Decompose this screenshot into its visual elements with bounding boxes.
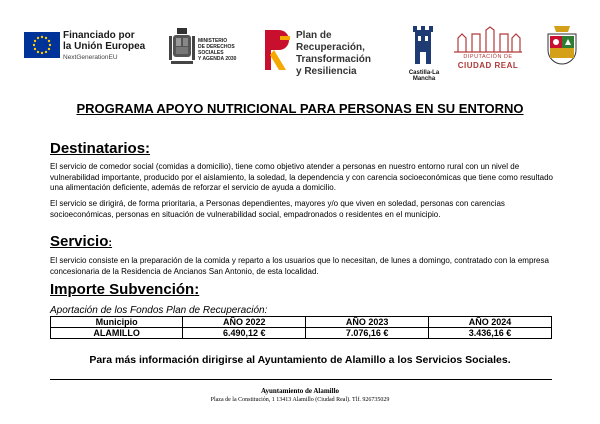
footer-name: Ayuntamiento de Alamillo (260, 387, 340, 395)
table-cell: 3.436,16 € (429, 328, 552, 339)
table-header-cell: Municipio (51, 317, 183, 328)
importe-heading-text: Importe Subvención (50, 281, 195, 298)
eu-line2: la Unión Europea (63, 41, 146, 52)
ministerio-line1: MINISTERIO (198, 38, 228, 44)
table-cell: 7.076,16 € (306, 328, 429, 339)
ministerio-text (198, 38, 254, 62)
diputacion-line2: CIUDAD REAL (457, 61, 519, 70)
aportacion-label: Aportación de los Fondos Plan de Recuperación: (50, 305, 268, 316)
eu-line1: Financiado por (63, 30, 135, 41)
eu-funding-logo (63, 30, 163, 61)
eu-line3: NextGenerationEU (63, 54, 118, 61)
more-info-text: Para más información dirigirse al Ayuntamiento de Alamillo a los Servicios Sociales. (89, 354, 511, 366)
alamillo-coat-of-arms (544, 24, 580, 70)
eu-flag-icon (24, 32, 60, 58)
destinatarios-paragraph-2: El servicio se dirigirá, de forma prioritaria, a Personas dependientes, mayores y/o que viven en soledad, personas con carencias socioeconómicas, personas en situación de vulnerabilidad social, empadronados o residentes en el municipio. (50, 199, 505, 219)
table-cell: ALAMILLO (51, 328, 183, 339)
destinatarios-colon: : (145, 140, 151, 157)
ministerio-line2: DE DERECHOS SOCIALES (198, 44, 235, 56)
page-title: PROGRAMA APOYO NUTRICIONAL PARA PERSONAS EN SU ENTORNO (76, 101, 524, 116)
servicio-heading (50, 233, 112, 250)
castilla-la-mancha-logo-icon (398, 24, 448, 68)
prtr-line2: Transformación (296, 54, 372, 65)
header-logos (0, 22, 600, 82)
table-row (51, 328, 552, 339)
prtr-line1: Plan de Recuperación, (296, 30, 365, 53)
servicio-paragraph: El servicio consiste en la preparación de la comida y reparto a los usuarios que lo necesitan, de lunes a domingo, contratado con la empresa concesionaria de la Residencia de Ancianos San Antonio, de esta localidad. (50, 256, 549, 276)
destinatarios-heading (50, 140, 150, 157)
prtr-logo (262, 26, 392, 77)
table-header-cell: AÑO 2024 (429, 317, 552, 328)
footer-divider (50, 379, 552, 380)
table-cell: 6.490,12 € (183, 328, 306, 339)
clm-logo (398, 24, 448, 80)
destinatarios-paragraph-1: El servicio de comedor social (comidas a domicilio), tiene como objetivo atender a personas en nuestro entorno rural con un nivel de vulnerabilidad importante, producido por el aislamiento, la soledad, la dependencia y con carencia socioeconómicas que tiene como resultado una alimentación deficiente, además de reforzar el servicio de ayuda a domicilio. (50, 162, 553, 192)
servicio-colon: : (108, 237, 113, 249)
table-header-cell: AÑO 2022 (183, 317, 306, 328)
ministerio-line3: Y AGENDA 2030 (198, 56, 237, 62)
diputacion-logo-icon (450, 26, 526, 54)
diputacion-line1: DIPUTACIÓN DE (463, 54, 513, 60)
spain-coat-of-arms-icon (168, 26, 196, 72)
ministerio-logo (168, 26, 254, 72)
prtr-logo-icon (262, 26, 292, 74)
table-header-row (51, 317, 552, 328)
prtr-text (296, 30, 392, 78)
diputacion-logo (450, 26, 526, 76)
destinatarios-heading-text: Destinatarios (50, 140, 146, 157)
importe-heading (50, 281, 199, 298)
importe-colon: : (194, 281, 200, 298)
table-header-cell: AÑO 2023 (306, 317, 429, 328)
footer-address: Plaza de la Constitución, 1 13413 Alamillo (Ciudad Real). Tlf. 926735029 (210, 397, 390, 403)
clm-label: Castilla-La Mancha (408, 70, 440, 82)
alamillo-coat-of-arms-icon (544, 24, 580, 70)
servicio-heading-text: Servicio (50, 233, 109, 250)
prtr-line3: y Resiliencia (296, 66, 357, 77)
fondos-table (50, 316, 552, 339)
